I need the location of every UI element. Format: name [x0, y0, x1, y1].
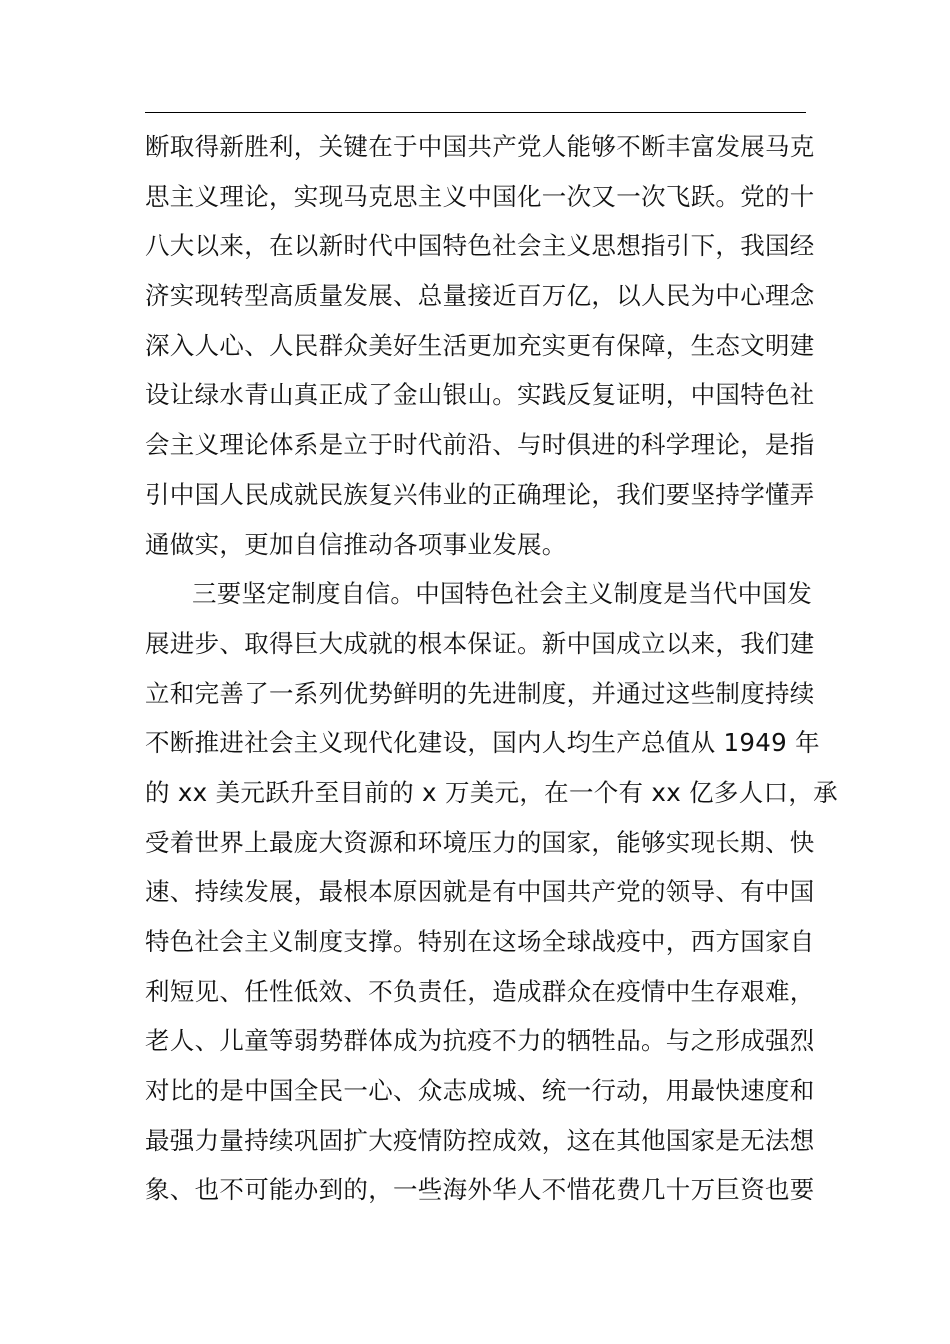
- text-line: 最强力量持续巩固扩大疫情防控成效，这在其他国家是无法想: [145, 1125, 815, 1155]
- paragraph-end-line: 通做实，更加自信推动各项事业发展。: [145, 529, 567, 559]
- text-line: 立和完善了一系列优势鲜明的先进制度，并通过这些制度持续: [145, 678, 815, 708]
- text-line: 深入人心、人民群众美好生活更加充实更有保障，生态文明建: [145, 330, 815, 360]
- text-line: 不断推进社会主义现代化建设，国内人均生产总值从 1949 年: [145, 728, 820, 758]
- text-line: 特色社会主义制度支撑。特别在这场全球战疫中，西方国家自: [145, 927, 815, 956]
- text-line: 设让绿水青山真正成了金山银山。实践反复证明，中国特色社: [145, 380, 815, 410]
- text-line: 思主义理论，实现马克思主义中国化一次又一次飞跃。党的十: [145, 181, 815, 211]
- text-line: 断取得新胜利，关键在于中国共产党人能够不断丰富发展马克: [145, 132, 815, 161]
- text-line: 速、持续发展，最根本原因就是有中国共产党的领导、有中国: [145, 877, 815, 907]
- paragraph-start-line: 三要坚定制度自信。中国特色社会主义制度是当代中国发: [192, 579, 812, 609]
- text-line: 会主义理论体系是立于时代前沿、与时俱进的科学理论，是指: [145, 430, 815, 460]
- text-line: 象、也不可能办到的，一些海外华人不惜花费几十万巨资也要: [145, 1175, 815, 1205]
- text-line: 对比的是中国全民一心、众志成城、统一行动，用最快速度和: [145, 1076, 815, 1106]
- text-line: 展进步、取得巨大成就的根本保证。新中国成立以来，我们建: [145, 628, 815, 658]
- text-line: 引中国人民成就民族复兴伟业的正确理论，我们要坚持学懂弄: [145, 479, 815, 509]
- header-rule: [145, 112, 806, 113]
- text-line: 利短见、任性低效、不负责任，造成群众在疫情中生存艰难，: [145, 976, 815, 1006]
- text-line: 八大以来，在以新时代中国特色社会主义思想指引下，我国经: [145, 231, 815, 261]
- text-line: 老人、儿童等弱势群体成为抗疫不力的牺牲品。与之形成强烈: [145, 1026, 815, 1056]
- text-line: 受着世界上最庞大资源和环境压力的国家，能够实现长期、快: [145, 827, 815, 857]
- text-line: 的 xx 美元跃升至目前的 x 万美元，在一个有 xx 亿多人口，承: [145, 777, 838, 807]
- text-line: 济实现转型高质量发展、总量接近百万亿，以人民为中心理念: [145, 281, 815, 311]
- body-text: [145, 122, 838, 1215]
